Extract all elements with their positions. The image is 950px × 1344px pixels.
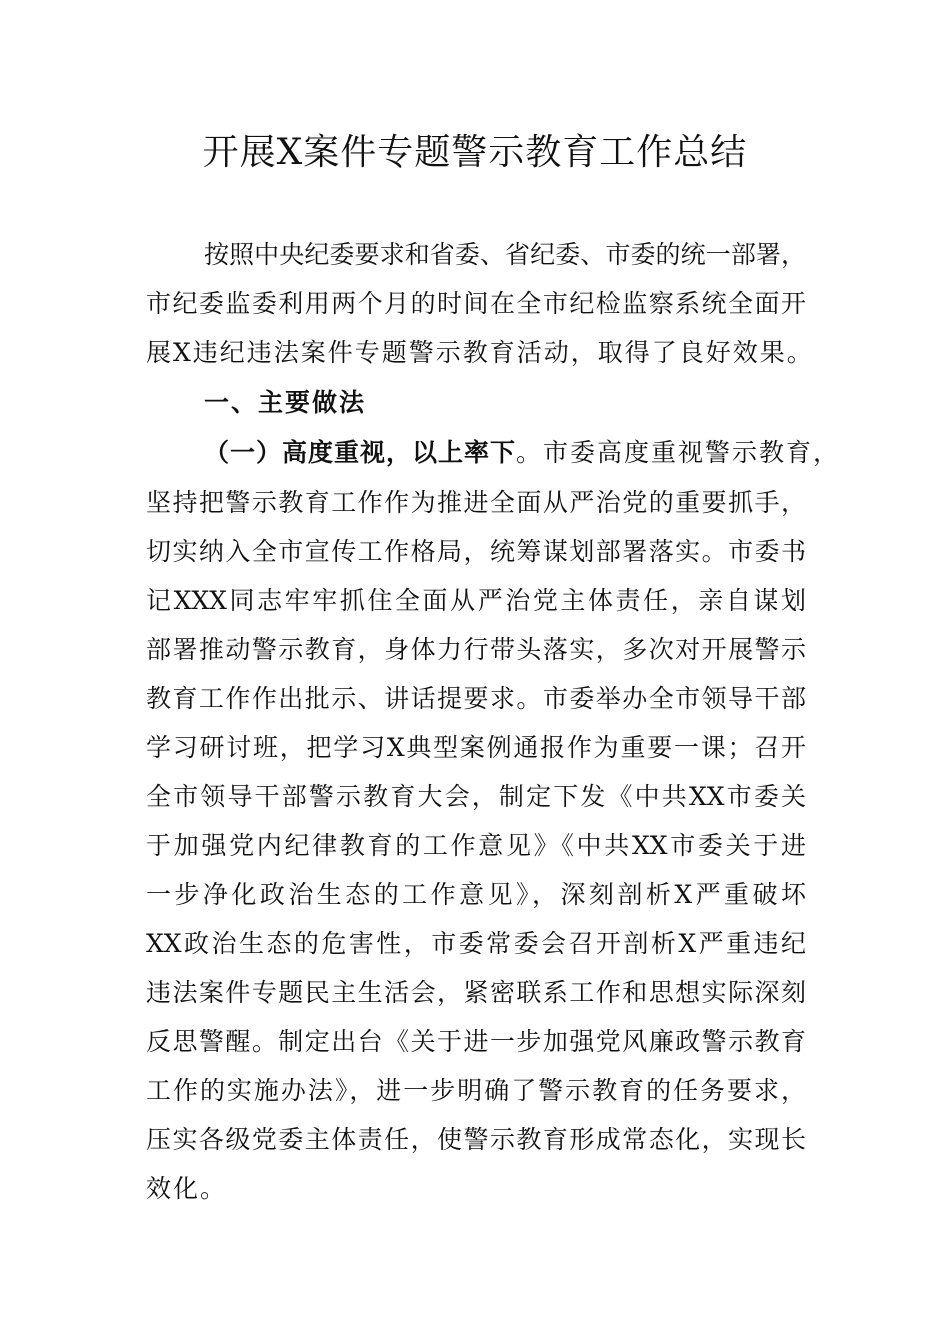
paragraph-line: 学习研讨班，把学习X典型案例通报作为重要一课；召开 [146,733,806,762]
paragraph-line: 反思警醒。制定出台《关于进一步加强党风廉政警示教育 [146,1027,806,1056]
paragraph-line: 按照中央纪委要求和省委、省纪委、市委的统一部署， [204,240,806,269]
subsection-title: （一）高度重视，以上率下 [204,438,517,467]
paragraph-line: 切实纳入全市宣传工作格局，统筹谋划部署落实。市委书 [146,537,806,566]
paragraph-line: 违法案件专题民主生活会，紧密联系工作和思想实际深刻 [146,978,806,1007]
paragraph-line: 压实各级党委主体责任，使警示教育形成常态化，实现长 [146,1125,806,1154]
section-heading: 一、主要做法 [204,388,367,417]
paragraph-line: 全市领导干部警示教育大会，制定下发《中共XX市委关 [146,782,806,811]
subsection-first-line-text: 。市委高度重视警示教育， [516,438,841,467]
paragraph-line: XX政治生态的危害性，市委常委会召开剖析X严重违纪 [146,929,806,958]
document-title: 开展X案件专题警示教育工作总结 [202,132,748,173]
paragraph-line: 坚持把警示教育工作作为推进全面从严治党的重要抓手， [146,488,806,517]
paragraph-line: 一步净化政治生态的工作意见》，深刻剖析X严重破坏 [146,880,806,909]
paragraph-line: 效化。 [146,1174,228,1203]
paragraph-line: 市纪委监委利用两个月的时间在全市纪检监察系统全面开 [146,289,806,318]
paragraph-line: 于加强党内纪律教育的工作意见》《中共XX市委关于进 [146,831,806,860]
paragraph-line: 展X违纪违法案件专题警示教育活动，取得了良好效果。 [146,338,814,367]
paragraph-line: 部署推动警示教育，身体力行带头落实，多次对开展警示 [146,635,806,664]
paragraph-line: 教育工作作出批示、讲话提要求。市委举办全市领导干部 [146,684,806,713]
paragraph-line: 记XXX同志牢牢抓住全面从严治党主体责任，亲自谋划 [146,586,806,615]
subsection-first-line [204,434,841,472]
paragraph-line: 工作的实施办法》，进一步明确了警示教育的任务要求， [146,1076,806,1105]
